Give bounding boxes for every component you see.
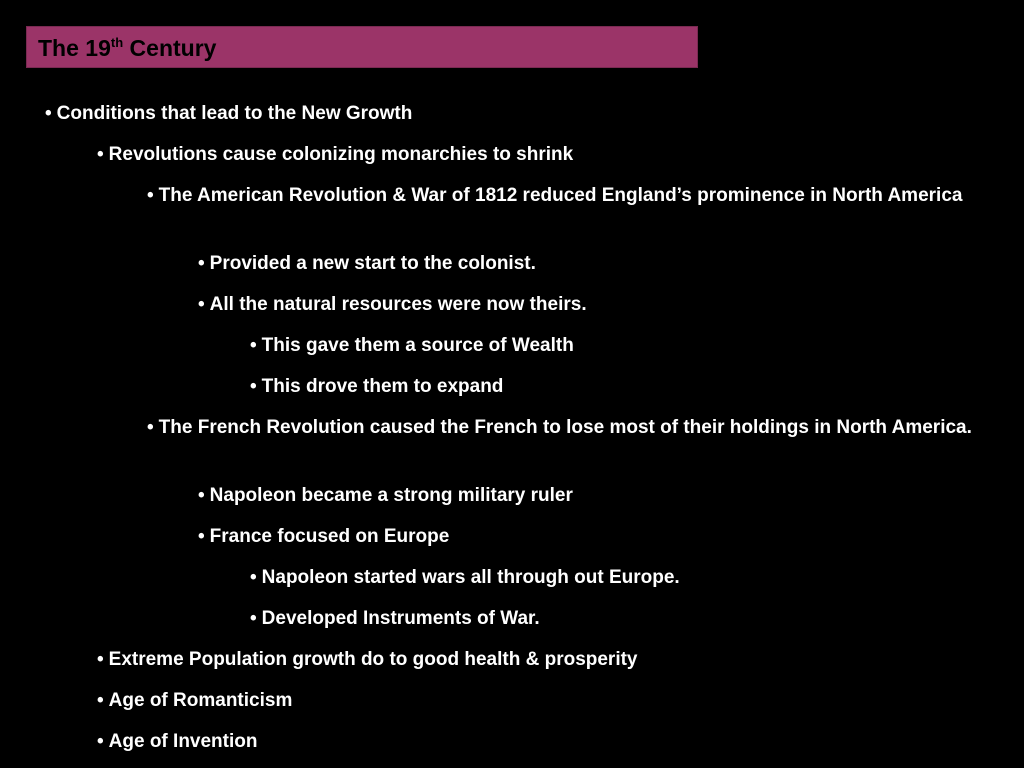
title-main: The 19 xyxy=(38,35,111,61)
bullet-text: Developed Instruments of War. xyxy=(261,608,540,629)
bullet-item xyxy=(147,182,977,209)
bullet-item xyxy=(250,564,680,591)
bullet-icon: • xyxy=(250,567,257,588)
bullet-text: France focused on Europe xyxy=(209,526,450,547)
bullet-icon: • xyxy=(198,526,205,547)
bullet-icon: • xyxy=(97,144,104,165)
bullet-icon: • xyxy=(198,253,205,274)
bullet-text: Napoleon became a strong military ruler xyxy=(209,485,573,506)
bullet-text: The French Revolution caused the French to lose most of their holdings in North America. xyxy=(158,417,972,438)
bullet-text: This drove them to expand xyxy=(261,376,504,397)
bullet-item xyxy=(198,250,536,277)
bullet-item xyxy=(198,291,587,318)
bullet-item xyxy=(97,687,292,714)
title-rest: Century xyxy=(123,35,217,61)
bullet-text: This gave them a source of Wealth xyxy=(261,335,574,356)
bullet-item xyxy=(198,482,573,509)
bullet-icon: • xyxy=(250,376,257,397)
bullet-item xyxy=(250,605,540,632)
bullet-icon: • xyxy=(198,294,205,315)
bullet-item xyxy=(97,728,257,755)
bullet-text: Revolutions cause colonizing monarchies to shrink xyxy=(108,144,574,165)
bullet-text: Age of Invention xyxy=(108,731,258,752)
bullet-text: Extreme Population growth do to good health & prosperity xyxy=(108,649,638,670)
bullet-icon: • xyxy=(250,335,257,356)
title-superscript: th xyxy=(110,35,124,50)
bullet-text: The American Revolution & War of 1812 reduced England’s prominence in North America xyxy=(158,185,963,206)
bullet-icon: • xyxy=(147,185,154,206)
bullet-icon: • xyxy=(97,649,104,670)
bullet-icon: • xyxy=(97,690,104,711)
bullet-icon: • xyxy=(147,417,154,438)
bullet-icon: • xyxy=(198,485,205,506)
bullet-item xyxy=(45,100,412,127)
bullet-item xyxy=(97,646,638,673)
bullet-item xyxy=(147,414,977,441)
bullet-item xyxy=(250,373,503,400)
bullet-icon: • xyxy=(45,103,52,124)
bullet-text: Napoleon started wars all through out Europe. xyxy=(261,567,680,588)
bullet-item xyxy=(97,141,573,168)
bullet-text: Provided a new start to the colonist. xyxy=(209,253,536,274)
bullet-item xyxy=(250,332,574,359)
bullet-text: All the natural resources were now theirs. xyxy=(209,294,587,315)
bullet-text: Conditions that lead to the New Growth xyxy=(56,103,413,124)
bullet-item xyxy=(198,523,449,550)
bullet-icon: • xyxy=(250,608,257,629)
bullet-icon: • xyxy=(97,731,104,752)
bullet-text: Age of Romanticism xyxy=(108,690,293,711)
